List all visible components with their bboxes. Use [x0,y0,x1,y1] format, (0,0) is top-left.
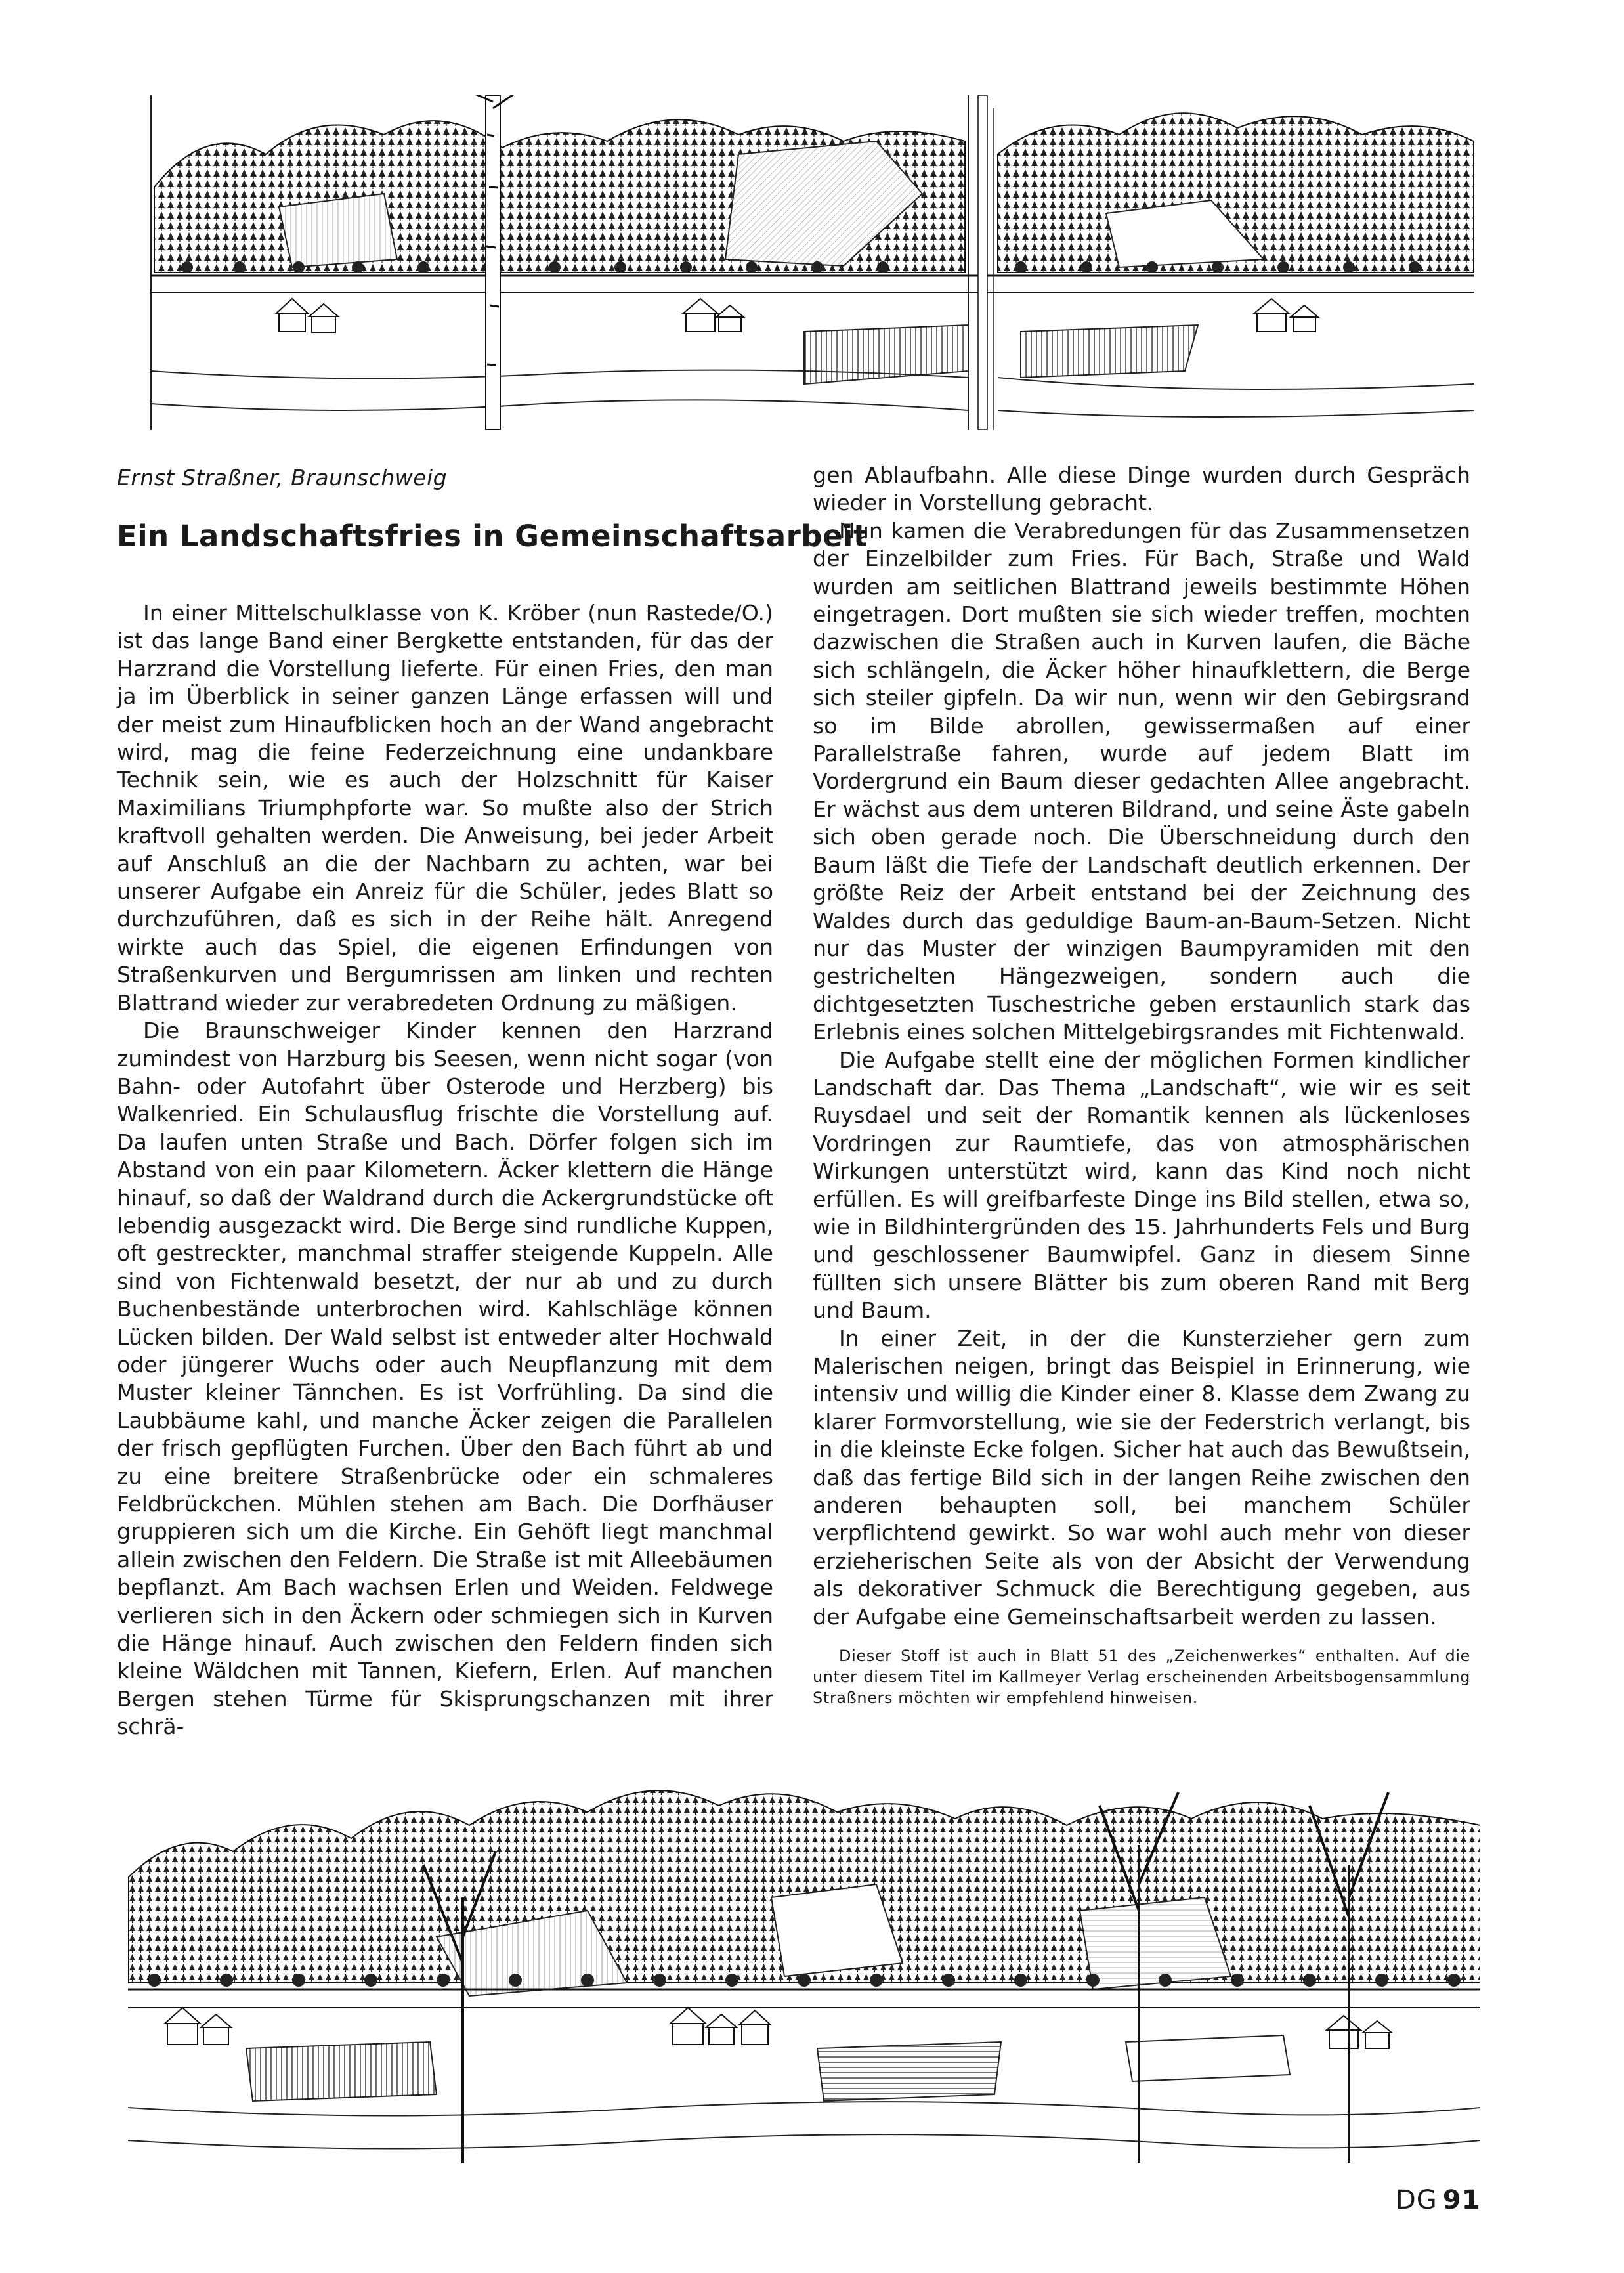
article-title: Ein Landschaftsfries in Gemeinschaftsarbeit [117,519,868,553]
paragraph: gen Ablaufbahn. Alle diese Dinge wurden durch Gespräch wieder in Vorstellung gebracht. [813,462,1470,516]
top-landscape-frieze [148,95,1477,430]
frieze-drawing [128,1766,1480,2163]
paragraph: Die Braunschweiger Kinder kennen den Harzrand zumindest von Harzburg bis Seesen, wenn nicht sogar (von Bahn- oder Autofahrt über Osterode und Herzberg) bis Walkenried. Ein Schulausflug frischte die Vorstellung auf. Da laufen unten Straße und Bach. Dörfer folgen sich im Abstand von ein paar Kilometern. Äcker klettern die Hänge hinauf, so daß der Waldrand durch die Ackergrundstücke oft lebendig ausgezackt wird. Die Berge sind rundliche Kuppen, oft gestreckter, manchmal straffer steigende Kuppeln. Alle sind von Fichtenwald besetzt, der nur ab und zu durch Buchenbestände unterbrochen wird. Kahlschläge können Lücken bilden. Der Wald selbst ist entweder alter Hochwald oder jüngerer Wuchs oder auch Neupflanzung mit dem Muster kleiner Tännchen. Es ist Vorfrühling. Da sind die Laubbäume kahl, und manche Äcker zeigen die Parallelen der frisch gepflügten Furchen. Über den Bach führt ab und zu eine breitere Straßenbrücke oder ein schmaleres Feldbrückchen. Mühlen stehen am Bach. Die Dorfhäuser gruppieren sich um die Kirche. Ein Gehöft liegt manchmal allein zwischen den Feldern. Die Straße ist mit Alleebäumen bepflanzt. Am Bach wachsen Erlen und Weiden. Feldwege verlieren sich in den Äckern oder schmiegen sich in Kurven die Hänge hinauf. Auch zwischen den Feldern finden sich kleine Wäldchen mit Tannen, Kiefern, Erlen. Auf manchen Bergen stehen Türme für Skisprungschanzen mit ihrer schrä- [117,1018,773,1740]
paragraph: In einer Mittelschulklasse von K. Kröber (nun Rastede/O.) ist das lange Band einer Bergkette entstanden, für das der Harzrand die Vorstellung lieferte. Für einen Fries, den man ja im Überblick in seiner ganzen Länge erfassen will und der meist zum Hinaufblicken hoch an der Wand angebracht wird, mag die feine Federzeichnung eine undankbare Technik sein, wie es auch der Holzschnitt für Kaiser Maximilians Triumphpforte war. So mußte also der Strich kraftvoll gehalten werden. Die Anweisung, bei jeder Arbeit auf Anschluß an die der Nachbarn zu achten, war bei unserer Aufgabe ein Anreiz für die Schüler, jedes Blatt so durchzuführen, daß es sich in der Reihe hält. Anregend wirkte auch das Spiel, die eigenen Erfindungen von Straßenkurven und Bergumrissen am linken und rechten Blattrand wieder zur verabredeten Ordnung zu mäßigen. [117,600,773,1016]
bottom-landscape-frieze [128,1766,1480,2163]
right-text-column [813,462,1470,1708]
paragraph: In einer Zeit, in der die Kunsterzieher gern zum Malerischen neigen, bringt das Beispiel in Erinnerung, wie intensiv und willig die Kinder einer 8. Klasse dem Zwang zu klarer Formvorstellung, wie sie der Federstrich verlangt, bis in die kleinste Ecke folgen. Sicher hat auch das Bewußtsein, daß das fertige Bild sich in der langen Reihe zwischen den anderen behaupten soll, bei manchem Schüler verpflichtend gewirkt. So war wohl auch mehr von dieser erzieherischen Seite als von der Absicht der Verwendung als dekorativer Schmuck die Berechtigung gegeben, aus der Aufgabe eine Gemeinschaftsarbeit werden zu lassen. [813,1325,1470,1630]
author-byline: Ernst Straßner, Braunschweig [117,465,448,490]
page-folio [1396,2185,1480,2215]
left-text-column [117,599,773,1741]
journal-abbreviation: DG [1396,2185,1438,2215]
frieze-drawing [148,95,1477,430]
editorial-note: Dieser Stoff ist auch in Blatt 51 des „Zeichenwerkes“ enthalten. Auf die unter diesem Titel im Kallmeyer Verlag erscheinenden Arbeitsbogensammlung Straßners möchten wir empfehlend hinweisen. [813,1647,1470,1708]
paragraph: Die Aufgabe stellt eine der möglichen Formen kindlicher Landschaft dar. Das Thema „Landschaft“, wie wir es seit Ruysdael und seit der Romantik kennen als lückenloses Vordringen zur Raumtiefe, das von atmosphärischen Wirkungen unterstützt wird, kann das Kind noch nicht erfüllen. Es will greifbarfeste Dinge ins Bild stellen, etwa so, wie in Bildhintergründen des 15. Jahrhunderts Fels und Burg und geschlossener Baumwipfel. Ganz in diesem Sinne füllten sich unsere Blätter bis zum oberen Rand mit Berg und Baum. [813,1047,1470,1324]
paragraph: Nun kamen die Verabredungen für das Zusammensetzen der Einzelbilder zum Fries. Für Bach, Straße und Wald wurden am seitlichen Blattrand jeweils bestimmte Höhen eingetragen. Dort mußten sie sich wieder treffen, mochten dazwischen die Straßen auch in Kurven laufen, die Bäche sich schlängeln, die Äcker höher hinaufklettern, die Berge sich steiler gipfeln. Da wir nun, wenn wir den Gebirgsrand so im Bilde abrollen, gewissermaßen auf einer Parallelstraße fahren, wurde auf jedem Blatt im Vordergrund ein Baum dieser gedachten Allee angebracht. Er wächst aus dem unteren Bildrand, und seine Äste gabeln sich oben gerade noch. Die Überschneidung durch den Baum läßt die Tiefe der Landschaft deutlich erkennen. Der größte Reiz der Arbeit entstand bei der Zeichnung des Waldes durch das geduldige Baum-an-Baum-Setzen. Nicht nur das Muster der winzigen Baumpyramiden mit den gestrichelten Hängezweigen, sondern auch die dichtgesetzten Tuschestriche geben erstaunlich stark das Erlebnis eines solchen Mittelgebirgsrandes mit Fichtenwald. [813,517,1470,1045]
page-number: 91 [1442,2185,1481,2215]
